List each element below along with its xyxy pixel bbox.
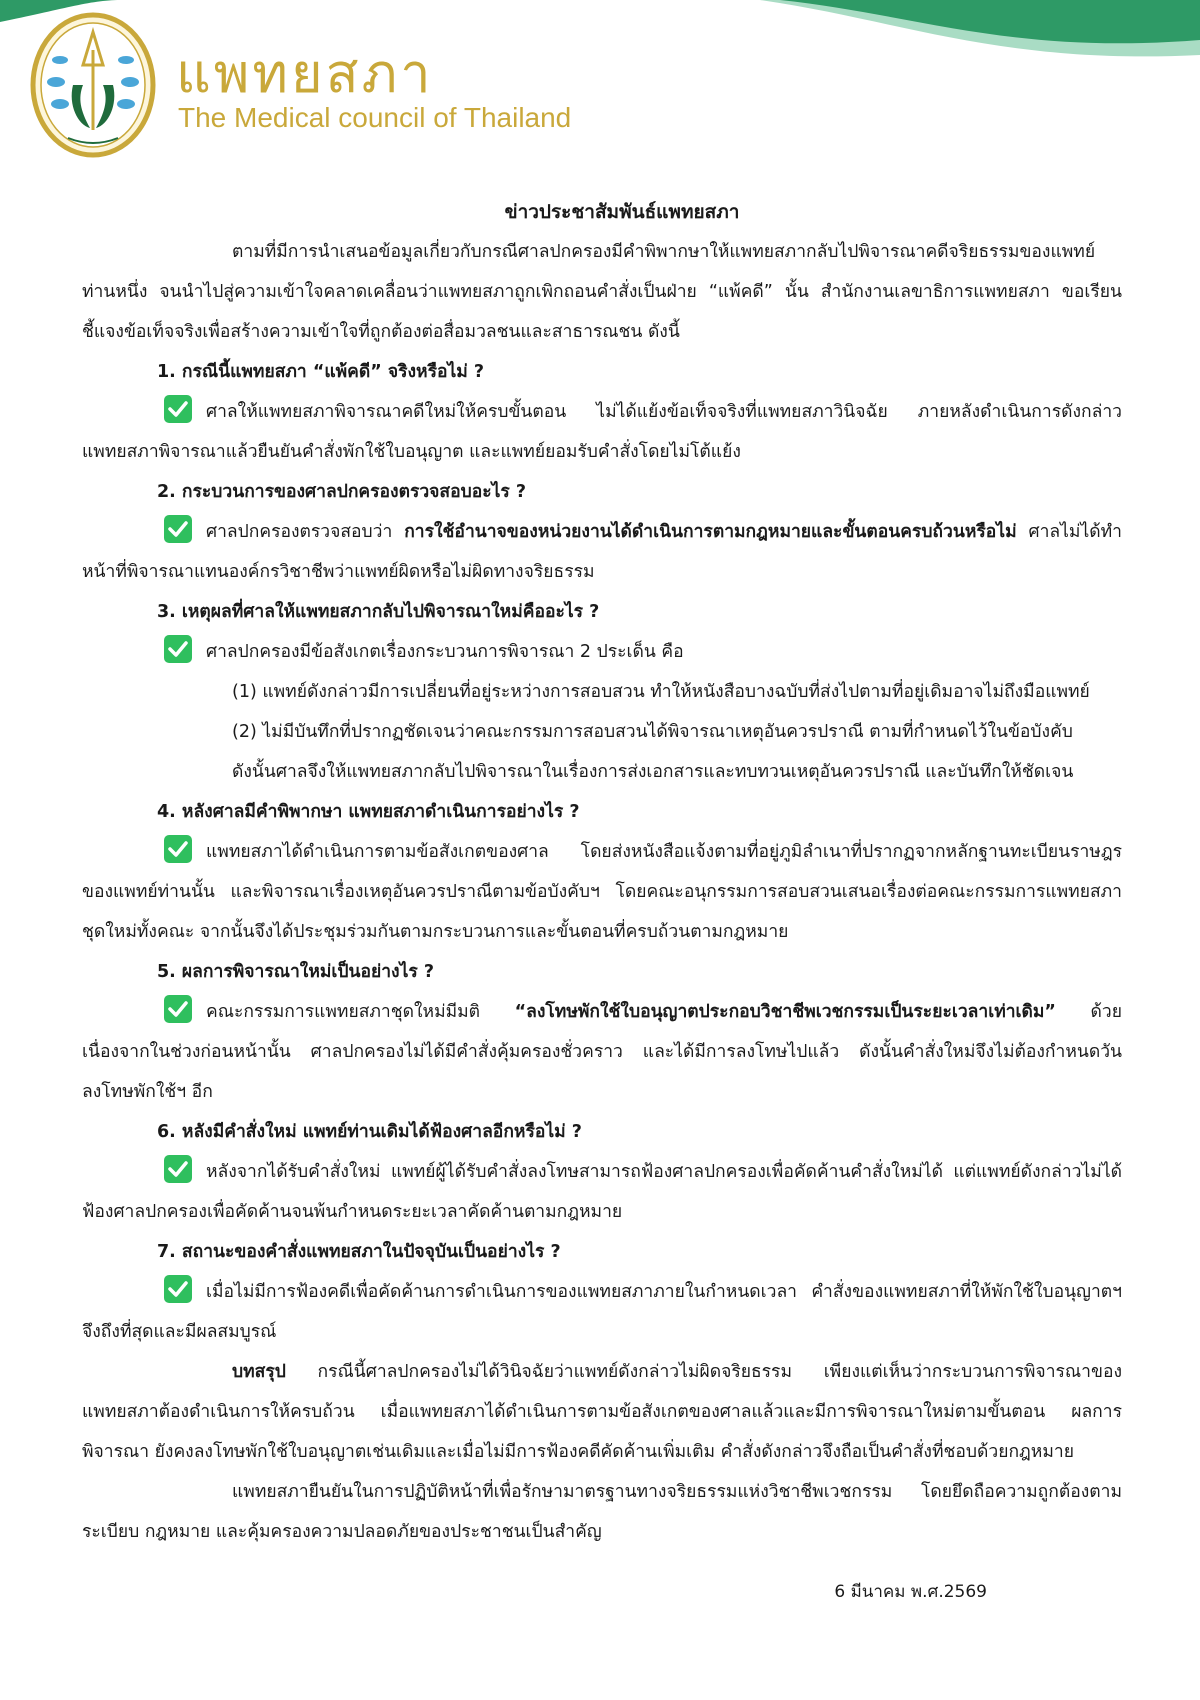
question-heading: 4. หลังศาลมีคำพิพากษา แพทยสภาดำเนินการอย่างไร ? (157, 802, 580, 822)
press-release-body (82, 192, 1122, 1612)
document-title: ข่าวประชาสัมพันธ์แพทยสภา (504, 201, 740, 223)
sub-item: (2) ไม่มีบันทึกที่ปรากฏชัดเจนว่าคณะกรรมการสอบสวนได้พิจารณาเหตุอันควรปราณี ตามที่กำหนดไว้ในข้อบังคับ (232, 722, 1073, 742)
answer-paragraph: ศาลปกครองมีข้อสังเกตเรื่องกระบวนการพิจารณา 2 ประเด็น คือ (82, 632, 1122, 672)
faq-section-3 (82, 592, 1122, 792)
document-date: 6 มีนาคม พ.ศ.2569 (834, 1582, 987, 1602)
faq-section-2 (82, 472, 1122, 592)
faq-section-7 (82, 1232, 1122, 1352)
sub-item: (1) แพทย์ดังกล่าวมีการเปลี่ยนที่อยู่ระหว่างการสอบสวน ทำให้หนังสือบางฉบับที่ส่งไปตามที่อยู่เดิมอาจไม่ถึงมือแพทย์ (232, 682, 1090, 702)
green-checkbox-icon (164, 635, 192, 663)
question-heading: 2. กระบวนการของศาลปกครองตรวจสอบอะไร ? (157, 482, 527, 502)
green-checkbox-icon (164, 1275, 192, 1303)
brand-name-english: The Medical council of Thailand (178, 102, 572, 133)
emphasis-text: “ลงโทษพักใช้ใบอนุญาตประกอบวิชาชีพเวชกรรมเป็นระยะเวลาเท่าเดิม” (514, 1002, 1056, 1022)
intro-paragraph: ตามที่มีการนำเสนอข้อมูลเกี่ยวกับกรณีศาลปกครองมีคำพิพากษาให้แพทยสภากลับไปพิจารณาคดีจริยธรรมของแพทย์ท่านหนึ่ง จนนำไปสู่ความเข้าใจคลาดเคลื่อนว่าแพทยสภาถูกเพิกถอนคำสั่งเป็นฝ่าย “แพ้คดี” นั้น สำนักงานเลขาธิการแพทยสภา ขอเรียนชี้แจงข้อเท็จจริงเพื่อสร้างความเข้าใจที่ถูกต้องต่อสื่อมวลชนและสาธารณชน ดังนี้ (82, 242, 1122, 342)
closing-paragraph: แพทยสภายืนยันในการปฏิบัติหน้าที่เพื่อรักษามาตรฐานทางจริยธรรมแห่งวิชาชีพเวชกรรม โดยยึดถือความถูกต้องตามระเบียบ กฎหมาย และคุ้มครองความปลอดภัยของประชาชนเป็นสำคัญ (82, 1482, 1122, 1542)
answer-paragraph: คณะกรรมการแพทยสภาชุดใหม่มีมติ “ลงโทษพักใช้ใบอนุญาตประกอบวิชาชีพเวชกรรมเป็นระยะเวลาเท่าเดิม” ด้วยเนื่องจากในช่วงก่อนหน้านั้น ศาลปกครองไม่ได้มีคำสั่งคุ้มครองชั่วคราว และได้มีการลงโทษไปแล้ว ดังนั้นคำสั่งใหม่จึงไม่ต้องกำหนดวันลงโทษพักใช้ฯ อีก (82, 992, 1122, 1112)
faq-section-1 (82, 352, 1122, 472)
faq-section-6 (82, 1112, 1122, 1232)
green-checkbox-icon (164, 1155, 192, 1183)
green-checkbox-icon (164, 515, 192, 543)
faq-section-5 (82, 952, 1122, 1112)
green-checkbox-icon (164, 395, 192, 423)
sub-item: ดังนั้นศาลจึงให้แพทยสภากลับไปพิจารณาในเรื่องการส่งเอกสารและทบทวนเหตุอันควรปราณี และบันทึกให้ชัดเจน (232, 762, 1074, 782)
answer-paragraph: ศาลให้แพทยสภาพิจารณาคดีใหม่ให้ครบขั้นตอน ไม่ได้แย้งข้อเท็จจริงที่แพทยสภาวินิจฉัย ภายหลังดำเนินการดังกล่าว แพทยสภาพิจารณาแล้วยืนยันคำสั่งพักใช้ใบอนุญาต และแพทย์ยอมรับคำสั่งโดยไม่โต้แย้ง (82, 392, 1122, 472)
question-heading: 6. หลังมีคำสั่งใหม่ แพทย์ท่านเดิมได้ฟ้องศาลอีกหรือไม่ ? (157, 1122, 582, 1142)
green-checkbox-icon (164, 995, 192, 1023)
answer-paragraph: ศาลปกครองตรวจสอบว่า การใช้อำนาจของหน่วยงานได้ดำเนินการตามกฎหมายและขั้นตอนครบถ้วนหรือไม่ ศาลไม่ได้ทำหน้าที่พิจารณาแทนองค์กรวิชาชีพว่าแพทย์ผิดหรือไม่ผิดทางจริยธรรม (82, 512, 1122, 592)
answer-paragraph: แพทยสภาได้ดำเนินการตามข้อสังเกตของศาล โดยส่งหนังสือแจ้งตามที่อยู่ภูมิลำเนาที่ปรากฏจากหลักฐานทะเบียนราษฎรของแพทย์ท่านนั้น และพิจารณาเรื่องเหตุอันควรปราณีตามข้อบังคับฯ โดยคณะอนุกรรมการสอบสวนเสนอเรื่องต่อคณะกรรมการแพทยสภาชุดใหม่ทั้งคณะ จากนั้นจึงได้ประชุมร่วมกันตามกระบวนการและขั้นตอนที่ครบถ้วนตามกฎหมาย (82, 832, 1122, 952)
question-heading: 7. สถานะของคำสั่งแพทยสภาในปัจจุบันเป็นอย่างไร ? (157, 1242, 561, 1262)
summary-label: บทสรุป (232, 1362, 286, 1382)
emphasis-text: การใช้อำนาจของหน่วยงานได้ดำเนินการตามกฎหมายและขั้นตอนครบถ้วนหรือไม่ (404, 522, 1017, 542)
summary-paragraph: บทสรุป กรณีนี้ศาลปกครองไม่ได้วินิจฉัยว่าแพทย์ดังกล่าวไม่ผิดจริยธรรม เพียงแต่เห็นว่ากระบวนการพิจารณาของแพทยสภาต้องดำเนินการให้ครบถ้วน เมื่อแพทยสภาได้ดำเนินการตามข้อสังเกตของศาลแล้วและมีการพิจารณาใหม่ตามขั้นตอน ผลการพิจารณา ยังคงลงโทษพักใช้ใบอนุญาตเช่นเดิมและเมื่อไม่มีการฟ้องคดีคัดค้านเพิ่มเติม คำสั่งดังกล่าวจึงถือเป็นคำสั่งที่ชอบด้วยกฎหมาย (82, 1362, 1122, 1462)
faq-section-4 (82, 792, 1122, 952)
brand-name-thai: แพทยสภา (176, 42, 434, 105)
medical-council-seal-icon (28, 10, 158, 160)
answer-paragraph: เมื่อไม่มีการฟ้องคดีเพื่อคัดค้านการดำเนินการของแพทยสภาภายในกำหนดเวลา คำสั่งของแพทยสภาที่ให้พักใช้ใบอนุญาตฯ จึงถึงที่สุดและมีผลสมบูรณ์ (82, 1272, 1122, 1352)
question-heading: 1. กรณีนี้แพทยสภา “แพ้คดี” จริงหรือไม่ ? (157, 362, 485, 382)
answer-paragraph: หลังจากได้รับคำสั่งใหม่ แพทย์ผู้ได้รับคำสั่งลงโทษสามารถฟ้องศาลปกครองเพื่อคัดค้านคำสั่งใหม่ได้ แต่แพทย์ดังกล่าวไม่ได้ฟ้องศาลปกครองเพื่อคัดค้านจนพ้นกำหนดระยะเวลาคัดค้านตามกฎหมาย (82, 1152, 1122, 1232)
letterhead (0, 0, 1200, 180)
question-heading: 5. ผลการพิจารณาใหม่เป็นอย่างไร ? (157, 962, 435, 982)
question-heading: 3. เหตุผลที่ศาลให้แพทยสภากลับไปพิจารณาใหม่คืออะไร ? (157, 602, 600, 622)
green-checkbox-icon (164, 835, 192, 863)
